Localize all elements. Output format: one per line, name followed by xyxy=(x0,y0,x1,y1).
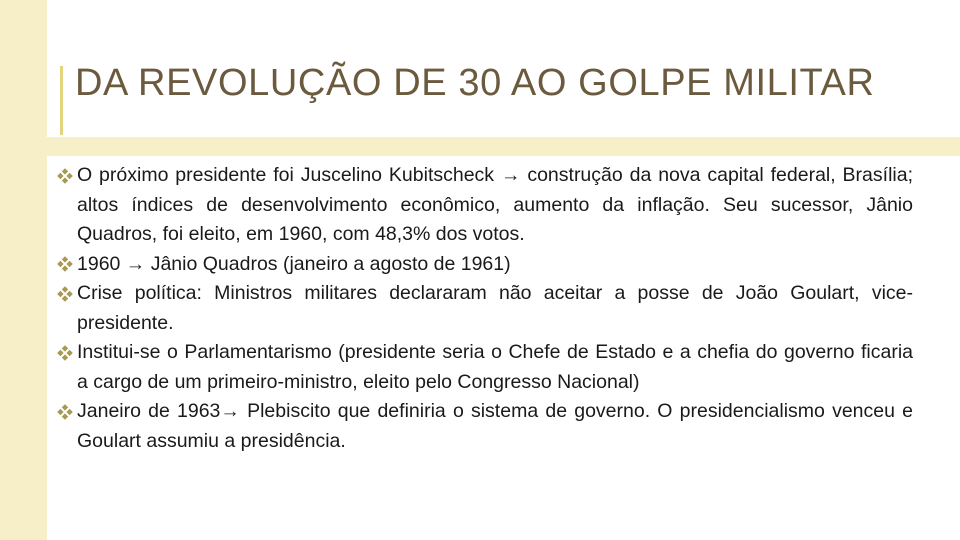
diamond-bullet-icon xyxy=(57,397,77,427)
bullet-text: Institui-se o Parlamentarismo (presidente seria o Chefe de Estado e a chefia do governo ficaria a cargo de um primeiro-ministro, eleito pelo Congresso Nacional) xyxy=(77,341,913,393)
slide-title: DA REVOLUÇÃO DE 30 AO GOLPE MILITAR xyxy=(75,62,875,104)
diamond-bullet-icon xyxy=(57,338,77,368)
title-underline-band xyxy=(0,137,960,156)
diamond-bullet-icon xyxy=(57,279,77,309)
bullet-item xyxy=(57,338,913,397)
slide-content xyxy=(57,161,913,456)
bullet-item xyxy=(57,279,913,338)
bullet-text: Crise política: Ministros militares declararam não aceitar a posse de João Goulart, vice-presidente. xyxy=(77,282,913,334)
bullet-text: 1960 → Jânio Quadros (janeiro a agosto de 1961) xyxy=(77,252,511,275)
bullet-text: O próximo presidente foi Juscelino Kubitscheck → construção da nova capital federal, Brasília; altos índices de desenvolvimento econômico, aumento da inflação. Seu sucessor, Jânio Quadros, foi eleito, em 1960, com 48,3% dos votos. xyxy=(77,164,913,245)
bullet-item xyxy=(57,397,913,456)
left-decorative-band xyxy=(0,0,47,540)
bullet-item xyxy=(57,161,913,250)
bullet-item xyxy=(57,250,913,280)
diamond-bullet-icon xyxy=(57,250,77,280)
diamond-bullet-icon xyxy=(57,161,77,191)
title-accent-bar xyxy=(60,66,63,135)
bullet-text: Janeiro de 1963→ Plebiscito que definiria o sistema de governo. O presidencialismo venceu e Goulart assumiu a presidência. xyxy=(77,400,913,452)
